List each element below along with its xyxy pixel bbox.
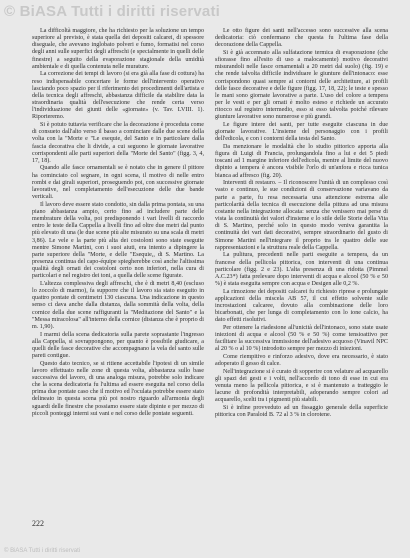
footer-watermark: © BiASA Tutti i diritti riservati (4, 548, 81, 554)
paragraph: Come riempitivo e rinforzo adesivo, dove era necessario, è stato adoperato il gesso di calce. (215, 354, 388, 368)
paragraph: Si è potuto tuttavia verificare che la decorazione è proceduta come di consueto dall'alto verso il basso a cominciare dalle due scene della volta con la "Morte e "Le esequie, del Santo e in particolare dalla fascia decorativa che li divide, a cui seguono le giornate lavorative corrispondenti alle parti superiori della "Morte del Santo" (figg. 3, 4, 17, 18). (32, 122, 204, 164)
left-text-column (32, 28, 204, 418)
paragraph: Questo dato tecnico, se si ritiene accettabile l'ipotesi di un simile lavoro effettuato nelle zone di questa volta, abbastanza sullo base successiva del lavoro, di una analoga misura, potrebbe solo indicare che la scena dedicatoria fu l'ultima ad essere eseguita nel corso della prima due pontate caso che il motivo ed l'oculata potrebbe essere stato delineato in questa scena più poi nostro riguardo all'armonia degli sguardi delle finestre che possiamo essere state dipinte e per mezzo di piccoli ponteggi interni sui vani e nel corso delle pontate seguenti. (32, 360, 204, 417)
paragraph: Le otto figure dei santi nell'accesso sono successive alla scena dedicatoria: ciò confermano che questa fu l'ultima fase della decorazione della Cappella. (215, 28, 388, 49)
page-number: 222 (32, 519, 44, 528)
paragraph: La correzione dei tempi di lavoro (si era già alla fase di cottura) ha reso indispensabile concertare le forme dell'intervento operativo lasciando poco spazio per il riferimento dei procedimenti dell'artista e della tecnica degli affreschi, abbastanza difficile da stabilire data la straordinaria qualità dell'esecuzione che rende certa verso l'individuazione dei giunti delle «giornate» (v. Tav. LVIII. 1). Riporteremo. (32, 71, 204, 121)
paragraph: La pulitura, precedenti nelle parti eseguite a tempera, da un francese della pellicola pittorica, con interventi di una continua particolare (figg. 2 e 23). L'alta presenza di una ridotta (Pimmel A.C.23*) fatta prelevare dopo interventi di acqua e alcool (50 % e 50 %) è stata eseguita sempre con acqua e Desigen alle 0,2 %. (215, 252, 388, 287)
paragraph: Si è infine provveduto ad un fissaggio generale della superficie pittorica con Paraloid B. 72 al 3 % in clorotene. (215, 405, 388, 419)
right-text-column (215, 28, 388, 419)
watermark: © BiASA Tutti i diritti riservati (4, 3, 221, 20)
paragraph: Interventi di restauro. – Il riconoscere l'unità di un complesso così vasto e continuo, le sue condizioni di conservazione variavano da parte a parte, fu resa necessaria una attenzione estrema alle particolarità della tecnica di esecuzione della pittura ad una misura costante nella integrazione allocata: senza che venissero mai perse di vista la continuità dei valori d'insieme e lo stile delle Storie della Vita di S. Martino, perché solo in questo modo veniva garantita la continuità dei vari dati decorativi, sempre straordinario del gusto di Simone Martini nell'integrare il proprio tra le quattro delle sue rappresentazioni e la struttura reale della Cappella. (215, 180, 388, 251)
paragraph: Da menzionare le modalità che lo studio pittorico apporta alla figura di Luigi di Francia, prolungandola fino a lui e dei 5 piedi toscani ad 1 margine inferiore dell'edicola, mentre al limite del nuovo dipinto a tempera è ancora visibile l'orlo di un'anfora e ricca tunica bianca ad affresco (fig. 20). (215, 144, 388, 179)
paragraph: La rimozione dei depositi calcarei fu richiesto riprese e prolungate applicazioni della miscela AB 57, il cui effetto solvente sulle incrostazioni calcaree, dovuto alla combinazione delle loro bicarbonati, che per lunga di completamento con lo ione calcio, ha dato effetti risolutivi. (215, 288, 388, 324)
paragraph: La difficoltà maggiore, che ha richiesto per la soluzione un tempo superiore al previsto, è stata quella dei depositi calcarei, di spessore diseguale, che avevano inglobato polveri e fumo, formatisi nel corso degli anni sulle superfici degli affreschi (e specialmente in quelli delle finestre) a seguito della evaporazione stagionale della umidità ambientale e di quella contenuta nelle murature. (32, 28, 204, 70)
paragraph: Per ottenere la riadesione all'unicità dell'intonaco, sono state usate iniezioni di acqua e alcool (50 % e 50 %) come tensioattivo per facilitare la successiva immissione dell'adesivo acquoso (Vinavil NPC al 20 % o al 10 %) introdotto sempre per mezzo di iniezioni. (215, 324, 388, 353)
paragraph: Nell'integrazione si è curato di sopperire con velature ad acquarello gli spazi dei gesti e i volti, nell'accordo di tono di esse in cui era venuta meno la pellicola pittorica, e si è mantenuto a tratteggio le lacune di profondità interpretabili, adoperando sempre colori ad acquarello, scelti tra i pigmenti più stabili. (215, 368, 388, 404)
paragraph: I marmi della scena dedicatoria sulla parete soprastante l'ingresso alla Cappella, si sovrappongono, per quanto è possibile giudicare, a quelli delle fasce decorative che accompagnano la vela del santo sulle pareti contigue. (32, 331, 204, 360)
paragraph: Il lavoro deve essere stato condotto, sin dalla prima pontata, su una piano abbastanza ampio, certo fino ad includere parte delle membrature della volta, poi predisponendo i vari livelli di raccordo entro le teste della Cappella a livelli fino ad oltre due metri dal punto più elevato di una (le due scene più alte misurato su una scala di metri 3,86). Le vele e la parte più alta dei costoloni sono state eseguite mentre Simone Martini, con i suoi aiuti, era intento a dipingere la parte superiore della "Morte, e delle "Esequie,, di S. Martino. La presenza continua del capo-équipe spiegherebbe così anche l'altissima qualità degli ornati dei costoloni certo non inferiori, nella cura di particolari e nel registro dei toni, a quella delle scene figurate. (32, 201, 204, 280)
paragraph: L'altezza complessiva degli affreschi, che è di metri 8,40 (escluso lo zoccolo di marmo), fa supporre che il lavoro sia stato eseguito in quattro pontate di centimetri 130 ciascuna. Una indicazione in questo senso ci dava anche dalla distanza, dalla sommità della volta, della cornice della due scene raffiguranti la "Meditazione del Santo" e la "Messa miracolosa" all'interno della cornice (distanza che è proprio di m. 1,90). (32, 280, 204, 330)
paragraph: Si è già accennato alla sulfatazione termica di evaporazione (che sfiorasse fino all'esito di uso a malocamente) motivo decorativi misurandoli nelle fasce ornamentali a 20 metri dal suolo) (fig. 19) e che rende talvolta difficile individuare le giunture dell'intonaco: esse corrispondono quasi sempre ai contorni delle architetture, ai profili delle fasce decorative e delle figure (figg. 17, 18, 22); le teste e spesso le mani sono giornate lavorative a parte. L'uso del colore a tempera per le vesti e per gli ornati è molto esteso e richiede un accurato ritocco sul registro intermedio, esso si esso talvolta poiché rilevare giunture lavorative sono numerose e più grandi. (215, 49, 388, 121)
paragraph: Quando alle fasce ornamentali se è notato che in genere il pittore ha cominciato col segnare, in ogni scena, il motivo di nelle entro rombi e dai girali superiori, proseguendo poi, con successive giornate lavorative, nel completamento dell'esecuzione delle due bande verticali. (32, 165, 204, 201)
paragraph: Le figure intere dei santi, per tutte eseguite ciascuna in due giornate lavorative. L'insieme del personaggio con i profili dell'edicola, e con i contorni della testa del Santo. (215, 122, 388, 143)
